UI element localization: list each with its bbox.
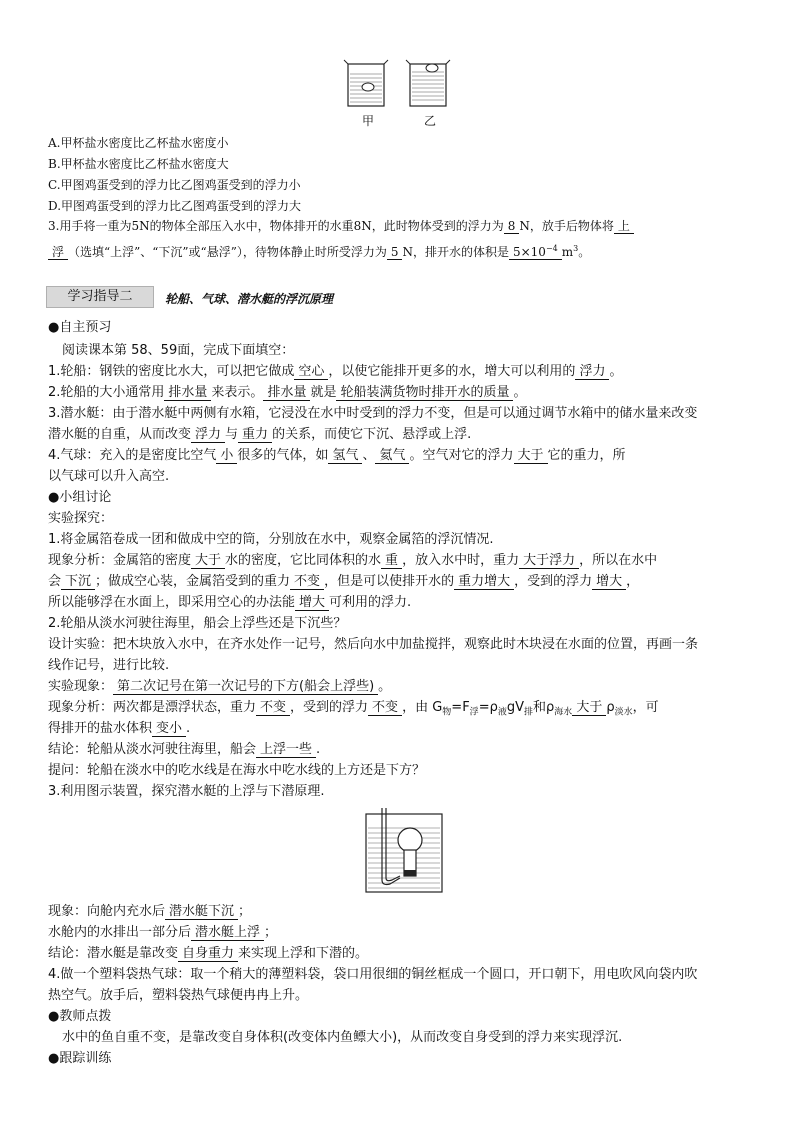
discuss-e2-conclusion: 结论：轮船从淡水河驶往海里，船会 上浮一些 . [48,742,321,757]
beaker-b-label: 乙 [424,114,437,128]
q3-line2: 浮 （选填“上浮”、“下沉”或“悬浮”），待物体静止时所受浮力为 5 N，排开水的体积是 $5\times 10^{-4}$ $m^3$。 [48,240,590,261]
preview-intro: 阅读课本第 58、59面，完成下面填空： [62,343,295,358]
option-c: C.甲图鸡蛋受到的浮力比乙图鸡蛋受到的浮力小 [48,178,301,192]
discuss-e2: 2.轮船从淡水河驶往海里，船会上浮些还是下沉些？ [48,616,347,631]
discuss-e1-line2: 会 下沉 ；做成空心装，金属箔受到的重力 不变 ，但是可以使排开水的 重力增大 ，受到的浮力 增大 ， [48,574,640,589]
option-d: D.甲图鸡蛋受到的浮力比乙图鸡蛋受到的浮力大 [48,199,302,213]
beaker-b [406,60,450,106]
discuss-e2-analysis2: 得排开的盐水体积 变小 . [48,721,191,736]
discuss-exp: 实验探究： [48,511,114,526]
track-heading: ●跟踪训练 [48,1051,112,1066]
discuss-e1: 1.将金属箔卷成一团和做成中空的筒，分别放在水中，观察金属箔的浮沉情况. [48,532,494,547]
section-title: 轮船、气球、潜水艇的浮沉原理 [165,292,334,306]
teacher-heading: ●教师点拨 [48,1009,112,1024]
discuss-e1-line1: 现象分析：金属箔的密度 大于 水的密度，它比同体积的水 重 ，放入水中时，重力 大于浮力 ，所以在水中 [48,553,658,568]
discuss-e4b: 热空气。放手后，塑料袋热气球便冉冉上升。 [48,988,309,1003]
q3-answer-2: 上 [614,219,634,234]
teacher-text: 水中的鱼自重不变，是靠改变自身体积(改变体内鱼鳔大小)，从而改变自身受到的浮力来实现浮沉. [62,1030,623,1045]
preview-heading: ●自主预习 [48,320,112,335]
q3-answer-4: $5\times 10^{-4}$ [509,245,562,260]
preview-item-4b: 以气球可以升入高空. [48,469,170,484]
option-a: A.甲杯盐水密度比乙杯盐水密度小 [48,136,229,150]
discuss-e4a: 4.做一个塑料袋热气球：取一个稍大的薄塑料袋，袋口用很细的铜丝框成一个圆口，开口朝下，用电吹风向袋内吹 [48,967,698,982]
beaker-a-label: 甲 [362,114,375,128]
preview-item-1: 1.轮船：钢铁的密度比水大，可以把它做成 空心 ，以使它能排开更多的水，增大可以利用的 浮力 。 [48,364,623,379]
discuss-e3-phenomenon1: 现象：向舱内充水后 潜水艇下沉 ； [48,904,252,919]
q3-line1: 3.用手将一重为5N的物体全部压入水中，物体排开的水重8N，此时物体受到的浮力为 8 N，放手后物体将 上 [48,217,634,235]
beaker-a [344,60,388,106]
discuss-e2-design2: 线作记号，进行比较. [48,658,170,673]
discuss-e1-line3: 所以能够浮在水面上，即采用空心的办法能 增大 可利用的浮力. [48,595,412,610]
submarine-apparatus-figure [360,806,450,896]
section-tag: 学习指导二 [46,286,154,308]
discuss-e3: 3.利用图示装置，探究潜水艇的上浮与下潜原理. [48,784,325,799]
discuss-e2-analysis1: 现象分析：两次都是漂浮状态，重力 不变 ，受到的浮力 不变 ，由 $G_物=F_浮=\rho_液gV_排$和$\rho_{海水}$ 大于 $\rho_{淡水}$，可 [48,700,659,718]
discuss-e3-conclusion: 结论：潜水艇是靠改变 自身重力 来实现上浮和下潜的。 [48,946,369,961]
discuss-e3-phenomenon2: 水舱内的水排出一部分后 潜水艇上浮 ； [48,925,278,940]
q3-answer-1: 8 [504,219,520,234]
preview-item-4a: 4.气球：充入的是密度比空气 小 很多的气体，如 氢气 、 氦气 。空气对它的浮力 大于 它的重力，所 [48,448,626,463]
q3-answer-3: 5 [387,245,403,260]
preview-item-2: 2.轮船的大小通常用 排水量 来表示。 排水量 就是 轮船装满货物时排开水的质量 。 [48,385,527,400]
beakers-figure [340,54,460,124]
discuss-e2-question: 提问：轮船在淡水中的吃水线是在海水中吃水线的上方还是下方？ [48,763,426,778]
preview-item-3a: 3.潜水艇：由于潜水艇中两侧有水箱，它浸没在水中时受到的浮力不变，但是可以通过调节水箱中的储水量来改变 [48,406,698,421]
discuss-e2-phenomenon: 实验现象： 第二次记号在第一次记号的下方(船会上浮些) 。 [48,679,392,694]
discuss-heading: ●小组讨论 [48,490,112,505]
discuss-e2-design1: 设计实验：把木块放入水中，在齐水处作一记号，然后向水中加盐搅拌，观察此时木块浸在水面的位置，再画一条 [48,637,699,652]
option-b: B.甲杯盐水密度比乙杯盐水密度大 [48,157,229,171]
preview-item-3b: 潜水艇的自重，从而改变 浮力 与 重力 的关系，而使它下沉、悬浮或上浮. [48,427,472,442]
